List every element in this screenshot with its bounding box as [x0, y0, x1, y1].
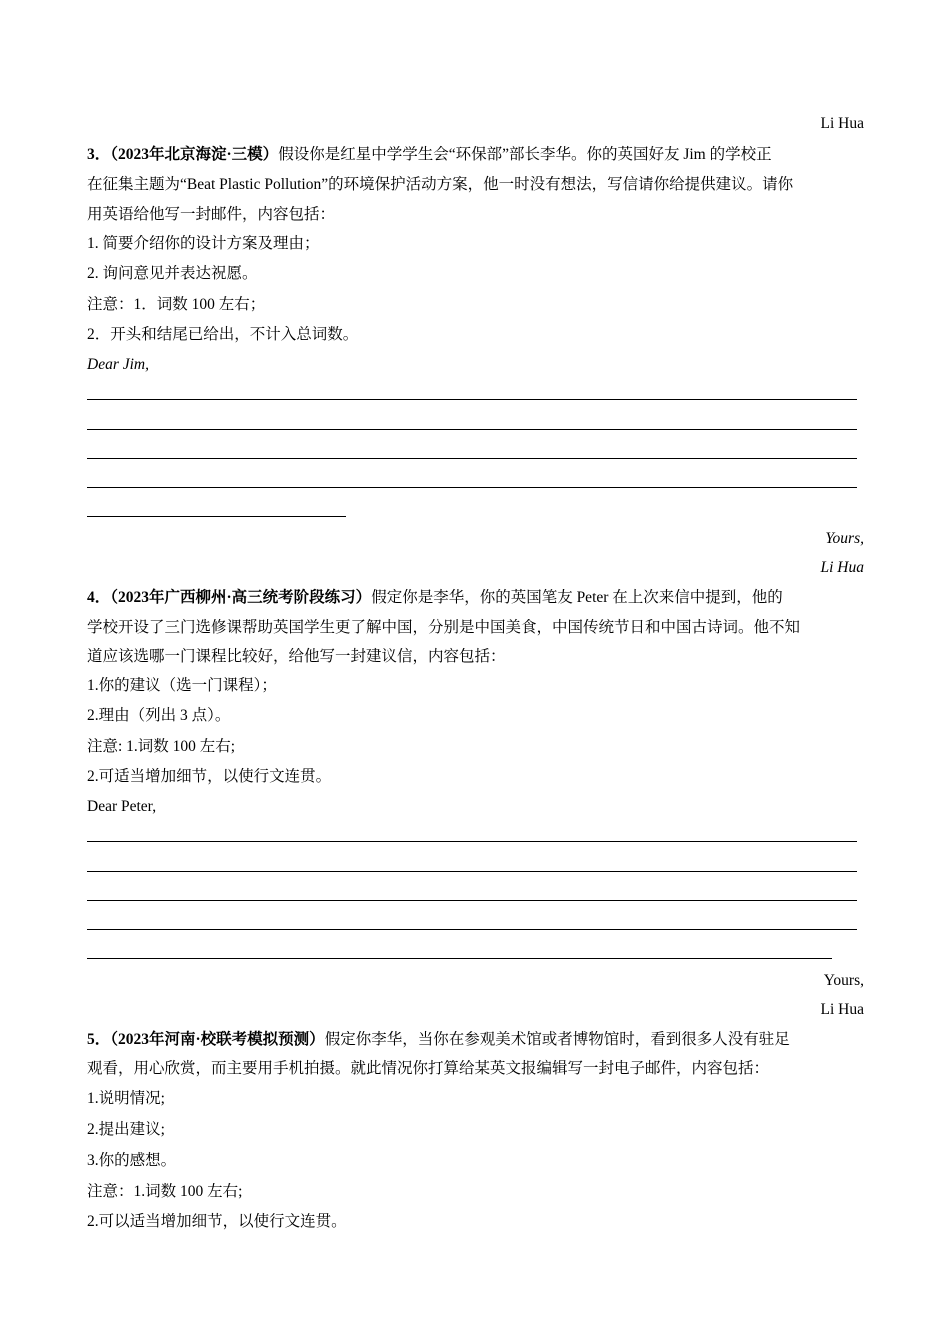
q5-number: 5． [87, 1031, 111, 1048]
q3-answer-line-1[interactable] [87, 399, 857, 400]
q4-number: 4． [87, 589, 111, 606]
q3-line3: 用英语给他写一封邮件，内容包括： [87, 206, 336, 223]
q5-item2: 2.提出建议; [87, 1121, 165, 1138]
q5-note2: 2.可以适当增加细节，以使行文连贯。 [87, 1213, 347, 1230]
q5-heading [87, 1030, 790, 1050]
q5-line2: 观看，用心欣赏，而主要用手机拍摄。就此情况你打算给某英文报编辑写一封电子邮件，内容包括： [87, 1060, 770, 1077]
q3-note1: 注意：1．词数 100 左右； [87, 296, 266, 313]
q5-item1: 1.说明情况; [87, 1090, 165, 1107]
q4-greeting: Dear Peter, [87, 798, 157, 815]
q3-greeting: Dear Jim, [87, 356, 149, 373]
q5-line1: 假定你李华，当你在参观美术馆或者博物馆时，看到很多人没有驻足 [324, 1031, 790, 1048]
q5-item3: 3.你的感想。 [87, 1152, 177, 1169]
q3-heading [87, 145, 772, 165]
q4-heading [87, 588, 783, 608]
q3-answer-line-5[interactable] [87, 516, 346, 517]
q3-line1: 假设你是红星中学学生会“环保部”部长李华。你的英国好友 Jim 的学校正 [278, 146, 772, 163]
q4-line3: 道应该选哪一门课程比较好，给他写一封建议信，内容包括： [87, 648, 506, 665]
q4-line2: 学校开设了三门选修课帮助英国学生更了解中国，分别是中国美食，中国传统节日和中国古诗词。他不知 [87, 619, 801, 636]
q4-answer-line-4[interactable] [87, 929, 857, 930]
q3-note2: 2．开头和结尾已给出，不计入总词数。 [87, 326, 359, 343]
q3-answer-line-3[interactable] [87, 458, 857, 459]
q3-source: （2023年北京海淀·三模） [110, 146, 279, 163]
q5-note1: 注意：1.词数 100 左右; [87, 1183, 243, 1200]
q3-number: 3． [87, 146, 111, 163]
q4-note1: 注意: 1.词数 100 左右; [87, 738, 236, 755]
q4-answer-line-1[interactable] [87, 841, 857, 842]
q3-item1: 1. 简要介绍你的设计方案及理由； [87, 235, 320, 252]
q4-answer-line-3[interactable] [87, 900, 857, 901]
q4-signature: Li Hua [820, 1001, 864, 1018]
q4-answer-line-5[interactable] [87, 958, 832, 959]
q3-answer-line-4[interactable] [87, 487, 857, 488]
signature-top: Li Hua [820, 115, 864, 132]
q3-item2: 2. 询问意见并表达祝愿。 [87, 265, 258, 282]
q3-answer-line-2[interactable] [87, 429, 857, 430]
q5-source: （2023年河南·校联考模拟预测） [110, 1031, 325, 1048]
q3-signature: Li Hua [820, 559, 864, 576]
q4-answer-line-2[interactable] [87, 871, 857, 872]
q4-item1: 1.你的建议（选一门课程）； [87, 677, 277, 694]
q4-item2: 2.理由（列出 3 点）。 [87, 707, 231, 724]
q4-source: （2023年广西柳州·高三统考阶段练习） [110, 589, 372, 606]
q3-closing: Yours, [825, 530, 864, 547]
q3-line2: 在征集主题为“Beat Plastic Pollution”的环境保护活动方案，他一时没有想法，写信请你给提供建议。请你 [87, 176, 794, 193]
q4-line1: 假定你是李华，你的英国笔友 Peter 在上次来信中提到，他的 [371, 589, 783, 606]
q4-closing: Yours, [823, 972, 864, 989]
q4-note2: 2.可适当增加细节，以使行文连贯。 [87, 768, 332, 785]
